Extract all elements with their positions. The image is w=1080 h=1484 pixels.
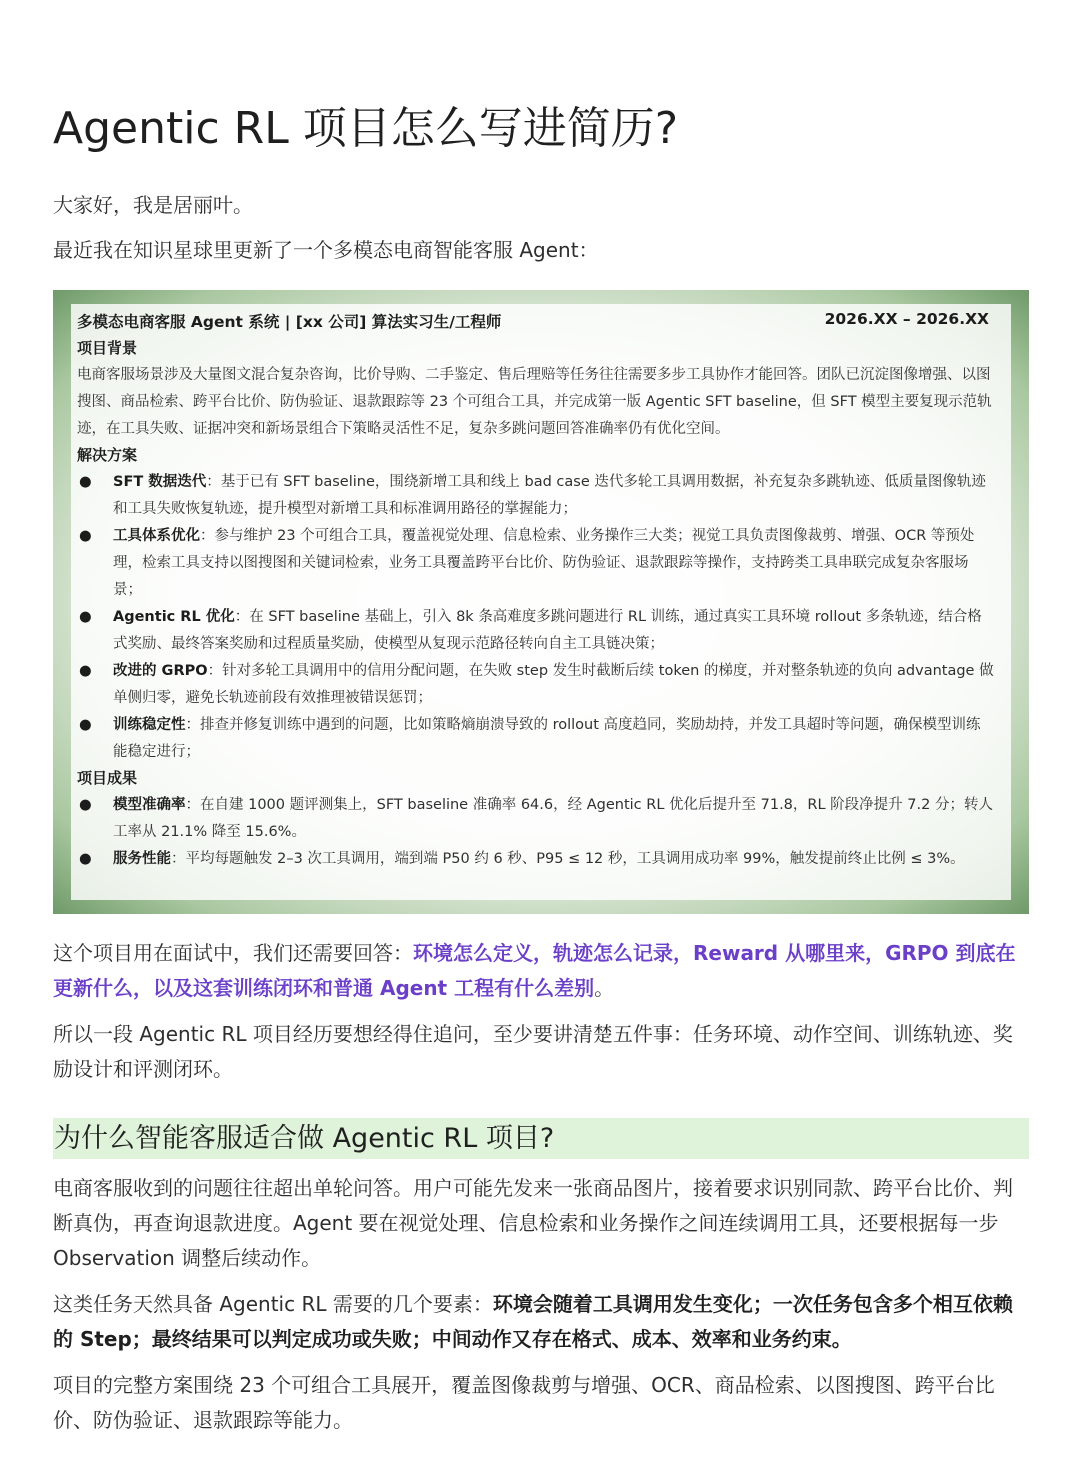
section-paragraph-2-bold: 环境会随着工具调用发生变化；一次任务包含多个相互依赖的 Step；最终结果可以判定成功或失败；中间动作又存在格式、成本、效率和业务约束。 bbox=[53, 1292, 1013, 1351]
interview-prefix: 这个项目用在面试中，我们还需要回答： bbox=[53, 941, 413, 965]
resume-header: 多模态电商客服 Agent 系统 | [xx 公司] 算法实习生/工程师 bbox=[77, 313, 502, 331]
solution-title: 解决方案 bbox=[77, 446, 138, 464]
solution-label: 改进的 GRPO bbox=[113, 663, 208, 679]
bullet-icon: ● bbox=[79, 609, 92, 625]
section-paragraph-3: 项目的完整方案围绕 23 个可组合工具展开，覆盖图像裁剪与增强、OCR、商品检索、以图搜图、跨平台比价、防伪验证、退款跟踪等能力。 bbox=[53, 1373, 995, 1432]
solution-text: ：参与维护 23 个可组合工具，覆盖视觉处理、信息检索、业务操作三大类；视觉工具负责图像裁剪、增强、OCR 等预处理，检索工具支持以图搜图和关键词检索，业务工具覆盖跨平台比价、防伪验证、退款跟踪等操作，支持跨类工具串联完成复杂客服场景； bbox=[113, 528, 975, 598]
interview-paragraph bbox=[53, 936, 1028, 1006]
five-things-paragraph: 所以一段 Agentic RL 项目经历要想经得住追问，至少要讲清楚五件事：任务环境、动作空间、训练轨迹、奖励设计和评测闭环。 bbox=[53, 1022, 1013, 1081]
solution-label: 训练稳定性 bbox=[113, 717, 186, 733]
background-text: 电商客服场景涉及大量图文混合复杂咨询，比价导购、二手鉴定、售后理赔等任务往往需要多步工具协作才能回答。团队已沉淀图像增强、以图搜图、商品检索、跨平台比价、防伪验证、退款跟踪等 23 个可组合工具，并完成第一版 Agentic SFT baseline，但 SFT 模型主要复现示范轨迹，在工具失败、证据冲突和新场景组合下策略灵活性不足，复杂多跳问题回答准确率仍有优化空间。 bbox=[77, 367, 992, 437]
section-paragraph-1: 电商客服收到的问题往往超出单轮问答。用户可能先发来一张商品图片，接着要求识别同款、跨平台比价、判断真伪，再查询退款进度。Agent 要在视觉处理、信息检索和业务操作之间连续调用工具，还要根据每一步 Observation 调整后续动作。 bbox=[53, 1176, 1013, 1270]
section-paragraph-2 bbox=[53, 1287, 1028, 1357]
solution-text: ：排查并修复训练中遇到的问题，比如策略熵崩溃导致的 rollout 高度趋同，奖励劫持，并发工具超时等问题，确保模型训练能稳定进行； bbox=[113, 717, 981, 760]
solution-label: SFT 数据迭代 bbox=[113, 474, 207, 490]
bullet-icon: ● bbox=[79, 663, 92, 679]
solution-text: ：基于已有 SFT baseline，围绕新增工具和线上 bad case 迭代多轮工具调用数据，补充复杂多跳轨迹、低质量图像轨迹和工具失败恢复轨迹，提升模型对新增工具和标准调用路径的掌握能力； bbox=[113, 474, 986, 517]
result-text: ：在自建 1000 题评测集上，SFT baseline 准确率 64.6，经 Agentic RL 优化后提升至 71.8，RL 阶段净提升 7.2 分；转人工率从 21.1% 降至 15.6%。 bbox=[113, 797, 993, 840]
result-label: 服务性能 bbox=[113, 851, 171, 867]
interview-suffix: 。 bbox=[594, 976, 615, 1000]
solution-label: Agentic RL 优化 bbox=[113, 609, 235, 625]
section-heading: 为什么智能客服适合做 Agentic RL 项目? bbox=[53, 1118, 1029, 1159]
article-title: Agentic RL 项目怎么写进简历? bbox=[53, 103, 679, 154]
resume-screenshot bbox=[53, 290, 1029, 914]
result-title: 项目成果 bbox=[77, 769, 138, 787]
intro-update: 最近我在知识星球里更新了一个多模态电商智能客服 Agent： bbox=[53, 238, 599, 262]
bullet-icon: ● bbox=[79, 474, 92, 490]
result-text: ：平均每题触发 2–3 次工具调用，端到端 P50 约 6 秒、P95 ≤ 12 秒，工具调用成功率 99%，触发提前终止比例 ≤ 3%。 bbox=[171, 851, 965, 867]
bullet-icon: ● bbox=[79, 797, 92, 813]
background-title: 项目背景 bbox=[77, 339, 138, 357]
interview-highlight: 环境怎么定义，轨迹怎么记录，Reward 从哪里来，GRPO 到底在更新什么，以及这套训练闭环和普通 Agent 工程有什么差别 bbox=[53, 941, 1016, 1000]
section-paragraph-2-prefix: 这类任务天然具备 Agentic RL 需要的几个要素： bbox=[53, 1292, 493, 1316]
bullet-icon: ● bbox=[79, 851, 92, 867]
solution-label: 工具体系优化 bbox=[113, 528, 200, 544]
bullet-icon: ● bbox=[79, 528, 92, 544]
solution-text: ：在 SFT baseline 基础上，引入 8k 条高难度多跳问题进行 RL 训练，通过真实工具环境 rollout 多条轨迹，结合格式奖励、最终答案奖励和过程质量奖励，使模型从复现示范路径转向自主工具链决策； bbox=[113, 609, 982, 652]
resume-date: 2026.XX – 2026.XX bbox=[824, 310, 989, 328]
result-label: 模型准确率 bbox=[113, 797, 186, 813]
intro-greeting: 大家好，我是居丽叶。 bbox=[53, 193, 253, 217]
bullet-icon: ● bbox=[79, 717, 92, 733]
solution-text: ：针对多轮工具调用中的信用分配问题，在失败 step 发生时截断后续 token 的梯度，并对整条轨迹的负向 advantage 做单侧归零，避免长轨迹前段有效推理被错误惩罚； bbox=[113, 663, 994, 706]
resume-card bbox=[71, 304, 1011, 900]
